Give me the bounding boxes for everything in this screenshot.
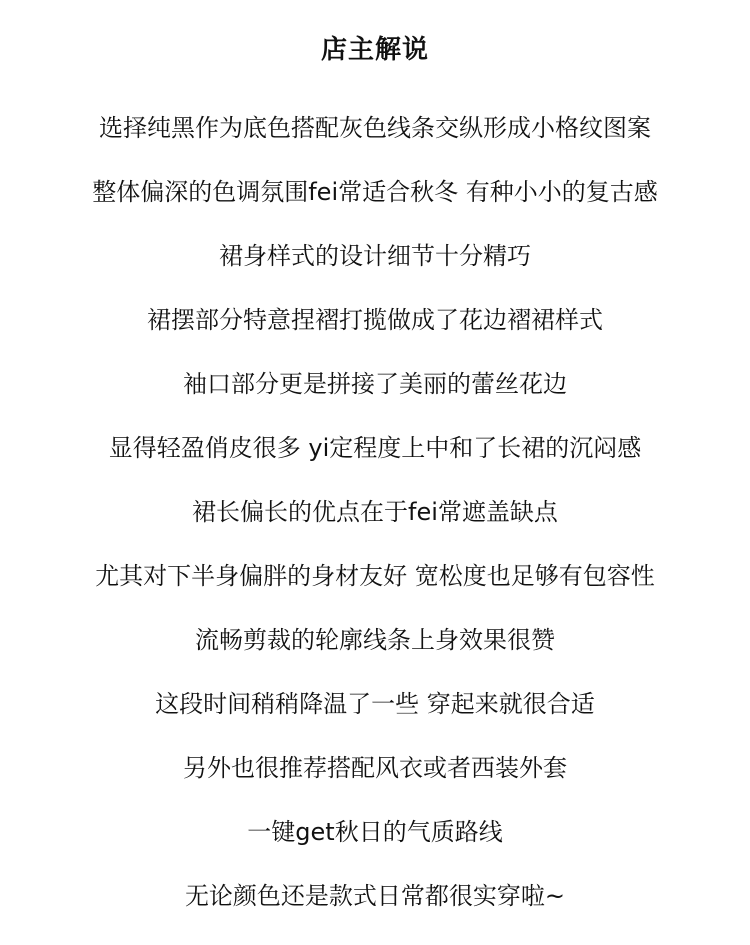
description-line: [0, 423, 750, 487]
description-line-text: 尤其对下半身偏胖的身材友好 宽松度也足够有包容性: [95, 562, 655, 590]
description-line: [0, 551, 750, 615]
description-line: [0, 167, 750, 231]
description-line: [0, 231, 750, 295]
description-line-text: 选择纯黑作为底色搭配灰色线条交纵形成小格纹图案: [99, 114, 651, 142]
highlighted-line-text: 另外也很推荐搭配风衣或者西装外套: [179, 743, 571, 793]
description-line: [0, 103, 750, 167]
description-line-text: 无论颜色还是款式日常都很实穿啦~: [184, 882, 566, 910]
description-line: [0, 295, 750, 359]
description-lines: [0, 103, 750, 935]
highlighted-line-text: 一键get秋日的气质路线: [243, 807, 506, 857]
description-line-text: 显得轻盈俏皮很多 yi定程度上中和了长裙的沉闷感: [108, 434, 642, 462]
description-line: [0, 871, 750, 935]
description-line: [0, 679, 750, 743]
description-line-text: 袖口部分更是拼接了美丽的蕾丝花边: [183, 370, 567, 398]
page-title: 店主解说: [320, 35, 429, 65]
highlighted-line-text: 裙摆部分特意捏褶打揽做成了花边褶裙样式: [143, 295, 607, 345]
description-line: [0, 807, 750, 871]
description-line-text: 这段时间稍稍降温了一些 穿起来就很合适: [155, 690, 595, 718]
description-line-text: 裙身样式的设计细节十分精巧: [219, 242, 531, 270]
description-line-text: 流畅剪裁的轮廓线条上身效果很赞: [195, 626, 555, 654]
highlighted-line-text: 整体偏深的色调氛围fei常适合秋冬 有种小小的复古感: [88, 167, 662, 217]
description-line: [0, 743, 750, 807]
description-line-text: 裙长偏长的优点在于fei常遮盖缺点: [192, 498, 558, 526]
description-line: [0, 487, 750, 551]
description-line: [0, 615, 750, 679]
description-line: [0, 359, 750, 423]
